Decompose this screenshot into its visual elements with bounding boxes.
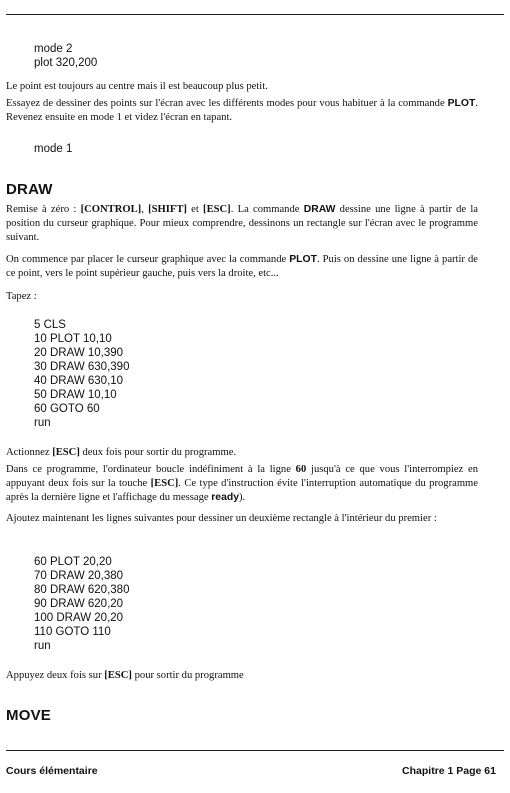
code-block-rectangle-2 <box>0 555 129 653</box>
paragraph-press-esc-twice: Appuyez deux fois sur [ESC] pour sortir du programme <box>6 670 244 681</box>
key-esc: [ESC] <box>52 447 80 458</box>
code-line: 50 DRAW 10,10 <box>34 389 117 401</box>
key-shift: [SHIFT] <box>148 204 187 215</box>
code-block-mode2 <box>0 42 97 70</box>
code-block-mode1 <box>0 142 72 156</box>
paragraph-plot-cursor: On commence par placer le curseur graphique avec la commande PLOT. Puis on dessine une ligne à partir de ce point, vers le point supérieur gauche, puis vers la droite, etc... <box>6 254 478 279</box>
line-number-60: 60 <box>295 464 307 475</box>
code-line: 20 DRAW 10,390 <box>34 347 124 359</box>
paragraph-try-points: Essayez de dessiner des points sur l'écran avec les différents modes pour vous habituer à la commande PLOT. Revenez ensuite en mode 1 et videz l'écran en tapant. <box>6 98 478 123</box>
footer-right: Chapitre 1 Page 61 <box>402 765 496 777</box>
code-line: mode 1 <box>34 143 73 155</box>
keyword-draw: DRAW <box>303 204 336 215</box>
code-line: 80 DRAW 620,380 <box>34 584 130 596</box>
code-block-rectangle-1 <box>0 318 129 430</box>
keyword-ready: ready <box>211 492 239 503</box>
key-esc: [ESC] <box>150 478 179 489</box>
paragraph-point-center: Le point est toujours au centre mais il est beaucoup plus petit. <box>6 81 268 92</box>
paragraph-tapez: Tapez : <box>6 291 37 302</box>
keyword-plot: PLOT <box>289 254 317 265</box>
key-esc: [ESC] <box>203 204 231 215</box>
code-line: 10 PLOT 10,10 <box>34 333 112 345</box>
code-line: run <box>34 640 51 652</box>
keyword-plot: PLOT <box>447 98 476 109</box>
code-line: 40 DRAW 630,10 <box>34 375 124 387</box>
code-line: mode 2 <box>34 43 73 55</box>
code-line: 60 GOTO 60 <box>34 403 100 415</box>
code-line: 70 DRAW 20,380 <box>34 570 124 582</box>
paragraph-loop-explanation: Dans ce programme, l'ordinateur boucle indéfiniment à la ligne 60 jusqu'à ce que vous l'interrompiez en appuyant deux fois sur la touche [ESC]. Ce type d'instruction évite l'interruption automatique du programme après la dernière ligne et l'affichage du message ready). <box>6 464 478 503</box>
paragraph-second-rectangle: Ajoutez maintenant les lignes suivantes pour dessiner un deuxième rectangle à l'intérieur du premier : <box>6 513 437 524</box>
top-rule <box>6 14 504 15</box>
paragraph-draw-intro: Remise à zéro : [CONTROL], [SHIFT] et [ESC]. La commande DRAW dessine une ligne à partir de la position du curseur graphique. Pour mieux comprendre, dessinons un rectangle sur l'écran avec le programme suivant. <box>6 204 478 243</box>
heading-draw: DRAW <box>6 181 53 198</box>
code-line: 100 DRAW 20,20 <box>34 612 124 624</box>
key-esc: [ESC] <box>104 670 132 681</box>
code-line: plot 320,200 <box>34 57 98 69</box>
code-line: 30 DRAW 630,390 <box>34 361 130 373</box>
footer-left: Cours élémentaire <box>6 765 98 777</box>
code-line: 90 DRAW 620,20 <box>34 598 124 610</box>
heading-move: MOVE <box>6 707 51 724</box>
code-line: run <box>34 417 51 429</box>
code-line: 110 GOTO 110 <box>34 626 111 638</box>
code-line: 5 CLS <box>34 319 66 331</box>
paragraph-press-esc: Actionnez [ESC] deux fois pour sortir du programme. <box>6 447 237 458</box>
key-control: [CONTROL] <box>80 204 142 215</box>
bottom-rule <box>6 750 504 751</box>
code-line: 60 PLOT 20,20 <box>34 556 112 568</box>
